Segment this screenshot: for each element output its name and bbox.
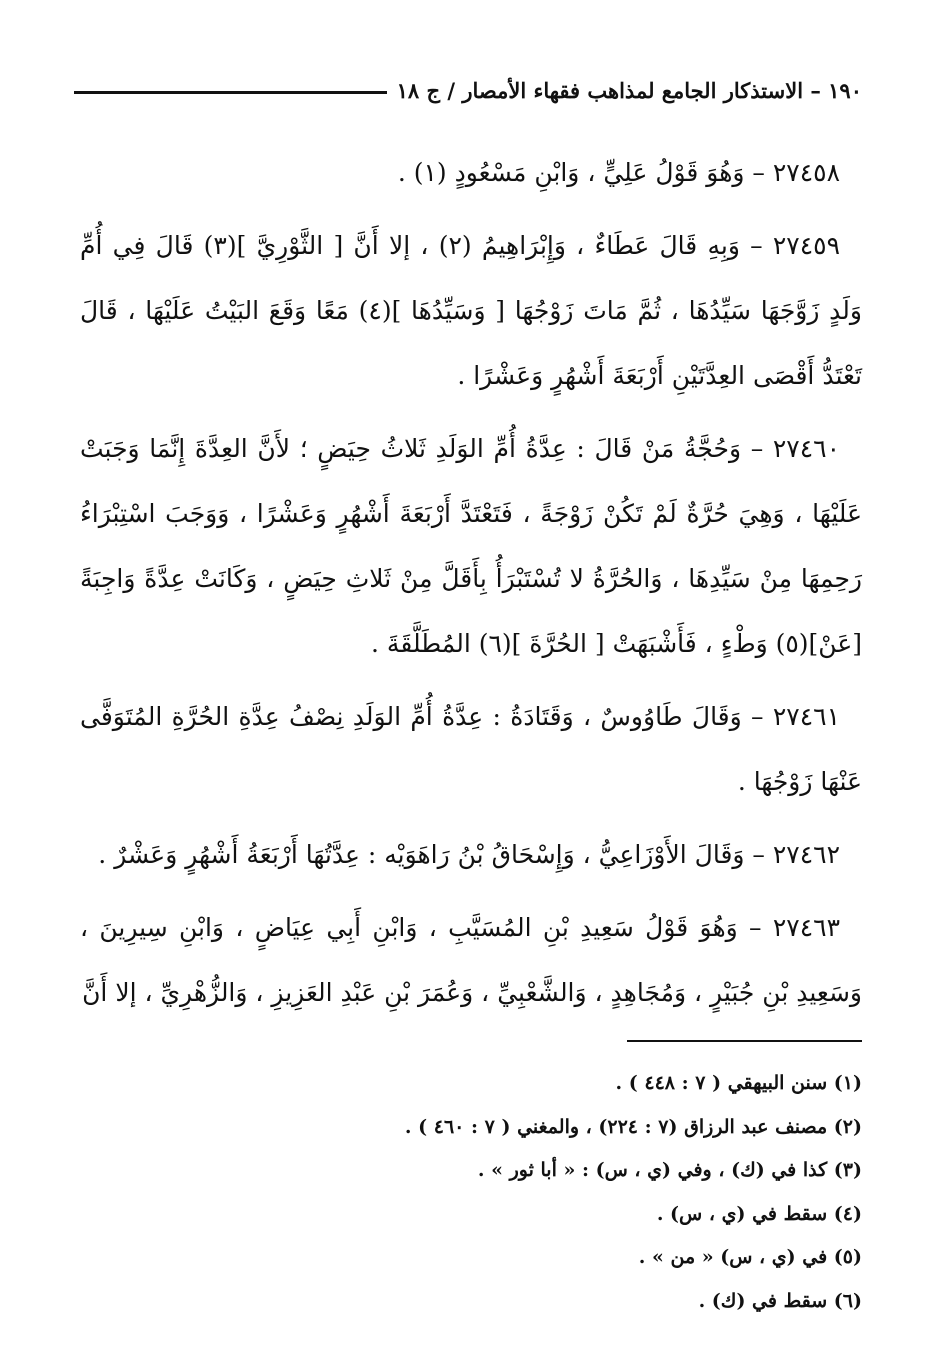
paragraph-27458: ٢٧٤٥٨ – وَهُوَ قَوْلُ عَلِيٍّ ، وَابْنِ مَسْعُودٍ (١) . [397, 158, 840, 187]
footnote-2: (٢) مصنف عبد الرزاق (٧ : ٢٢٤) ، والمغني ( ٧ : ٤٦٠ ) . [404, 1115, 862, 1138]
footnote-divider [627, 1040, 862, 1042]
main-text [80, 140, 862, 1033]
header-title: ١٩٠ – الاستذكار الجامع لمذاهب فقهاء الأمصار / ج ١٨ [396, 77, 862, 103]
footnote-1: (١) سنن البيهقي ( ٧ : ٤٤٨ ) . [615, 1072, 862, 1094]
paragraph-27461: ٢٧٤٦١ – وَقَالَ طَاوُوسٌ ، وَقَتَادَةُ : عِدَّةُ أُمِّ الوَلَدِ نِصْفُ عِدَّةِ الحُرَّةِ المُتَوَفَّى عَنْهَا زَوْجُهَا . [80, 702, 862, 796]
footnote-3: (٣) كذا في (ك) ، وفي (ي ، س) : « أبا ثور » . [477, 1159, 862, 1181]
running-header [74, 70, 862, 110]
footnote-4: (٤) سقط في (ي ، س) . [656, 1202, 862, 1225]
footnote-5: (٥) في (ي ، س) « من » . [638, 1246, 862, 1268]
paragraph-27463: ٢٧٤٦٣ – وَهُوَ قَوْلُ سَعِيدِ بْنِ المُسَيَّبِ ، وَابْنِ أَبِي عِيَاضٍ ، وَابْنِ سِيرِينَ ، وَسَعِيدِ بْنِ جُبَيْرٍ ، وَمُجَاهِدٍ ، وَالشَّعْبِيِّ ، وَعُمَرَ بْنِ عَبْدِ العَزِيزِ ، وَالزُّهْرِيِّ ، إلا أَنَّ [80, 913, 862, 1007]
footnotes [80, 1062, 862, 1323]
paragraph-27460: ٢٧٤٦٠ – وَحُجَّةُ مَنْ قَالَ : عِدَّةُ أُمِّ الوَلَدِ ثَلاثُ حِيَضٍ ؛ لأَنَّ العِدَّةَ إِنَّمَا وَجَبَتْ عَلَيْهَا ، وَهِيَ حُرَّةٌ لَمْ تَكُنْ زَوْجَةً ، فَتَعْتَدَّ أَرْبَعَةَ أَشْهُرٍ وَعَشْرًا ، وَوَجَبَ اسْتِبْرَاءُ رَحِمِهَا مِنْ سَيِّدِهَا ، وَالحُرَّةُ لا تُسْتَبْرَأُ بِأَقَلَّ مِنْ ثَلاثِ حِيَضٍ ، وَكَانَتْ عِدَّةً وَاجِبَةً [عَنْ](٥) وَطْءٍ ، فَأَشْبَهَتْ [ الحُرَّةَ ](٦) المُطَلَّقَةَ . [80, 434, 862, 658]
paragraph-27459: ٢٧٤٥٩ – وَبِهِ قَالَ عَطَاءٌ ، وَإِبْرَاهِيمُ (٢) ، إلا أَنَّ [ الثَّوْرِيَّ ](٣) قَالَ فِي أُمِّ وَلَدٍ زَوَّجَهَا سَيِّدُهَا ، ثُمَّ مَاتَ زَوْجُهَا [ وَسَيِّدُهَا ](٤) مَعًا وَقَعَ البَيْتُ عَلَيْهَا ، قَالَ تَعْتَدُّ أَقْصَى العِدَّتَيْنِ أَرْبَعَةَ أَشْهُرٍ وَعَشْرًا . [80, 231, 862, 390]
footnote-6: (٦) سقط في (ك) . [698, 1289, 862, 1312]
paragraph-27462: ٢٧٤٦٢ – وَقَالَ الأَوْزَاعِيُّ ، وَإِسْحَاقُ بْنُ رَاهَوَيْه : عِدَّتُهَا أَرْبَعَةُ أَشْهُرٍ وَعَشْرٌ . [98, 840, 840, 869]
header-rule [74, 91, 387, 94]
